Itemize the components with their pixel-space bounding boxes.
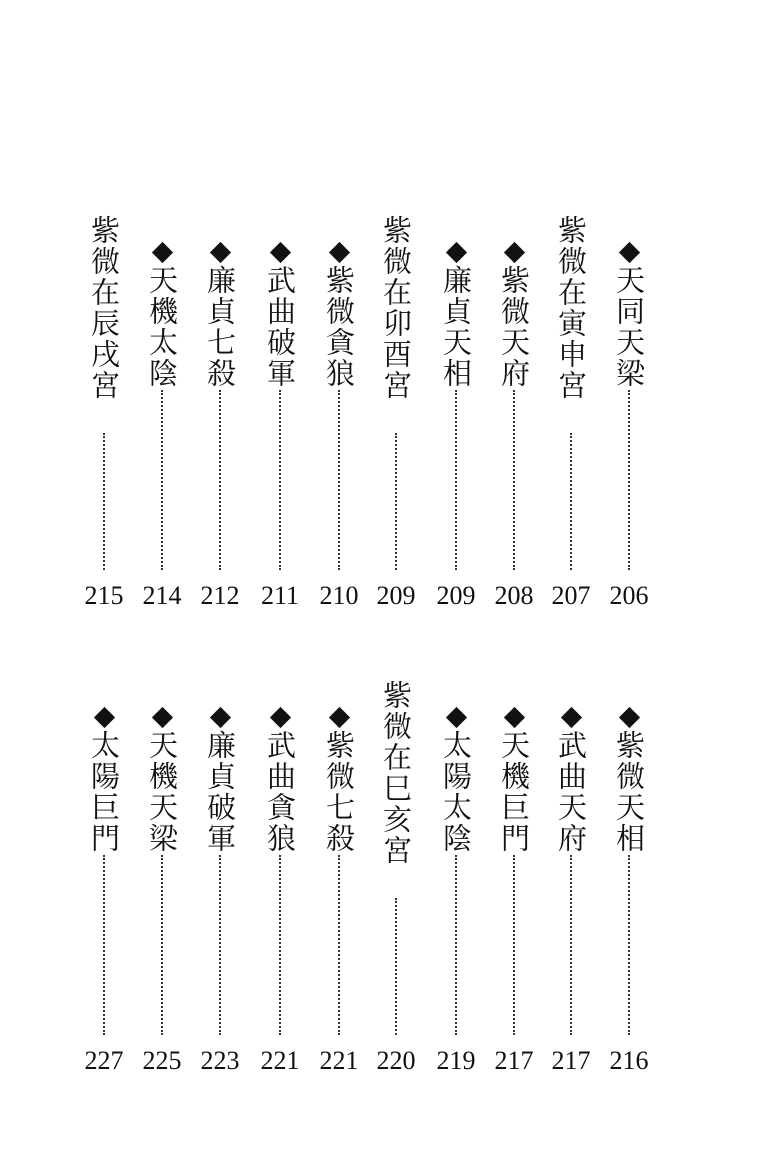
toc-title: 紫微在卯酉宮: [379, 215, 413, 401]
dot-leader: [513, 390, 515, 570]
toc-heading[interactable]: [370, 215, 422, 615]
dot-leader: [103, 433, 105, 570]
toc-title: 紫微七殺: [322, 730, 356, 854]
diamond-bullet-icon: [151, 707, 172, 728]
toc-title: 廉貞破軍: [203, 730, 237, 854]
diamond-bullet-icon: [269, 242, 290, 263]
dot-leader: [455, 855, 457, 1035]
page-number: 214: [142, 581, 182, 610]
toc-entry[interactable]: [194, 680, 246, 1080]
page-number: 209: [436, 581, 476, 610]
page-number: 208: [494, 581, 534, 610]
dot-leader: [395, 433, 397, 570]
page-number: 207: [551, 581, 591, 610]
diamond-bullet-icon: [93, 707, 114, 728]
toc-title: 天同天梁: [612, 265, 646, 389]
toc-title: 武曲貪狼: [263, 730, 297, 854]
toc-entry[interactable]: [430, 215, 482, 615]
dot-leader: [219, 390, 221, 570]
toc-title: 紫微在寅申宮: [554, 215, 588, 401]
diamond-bullet-icon: [618, 707, 639, 728]
page-number: 217: [494, 1046, 534, 1075]
toc-entry[interactable]: [430, 680, 482, 1080]
toc-entry[interactable]: [488, 680, 540, 1080]
page-number: 221: [319, 1046, 359, 1075]
toc-title: 天機太陰: [145, 265, 179, 389]
page-number: 216: [609, 1046, 649, 1075]
page-number: 219: [436, 1046, 476, 1075]
diamond-bullet-icon: [151, 242, 172, 263]
toc-entry[interactable]: [254, 680, 306, 1080]
toc-entry[interactable]: [603, 215, 655, 615]
dot-leader: [395, 898, 397, 1035]
page-number: 223: [200, 1046, 240, 1075]
toc-block-top: [0, 215, 758, 615]
page-number: 209: [376, 581, 416, 610]
toc-entry[interactable]: [136, 215, 188, 615]
toc-entry[interactable]: [603, 680, 655, 1080]
diamond-bullet-icon: [209, 707, 230, 728]
toc-entry[interactable]: [313, 215, 365, 615]
diamond-bullet-icon: [445, 707, 466, 728]
toc-heading[interactable]: [78, 215, 130, 615]
page-number: 211: [260, 581, 300, 610]
dot-leader: [103, 855, 105, 1035]
diamond-bullet-icon: [503, 707, 524, 728]
diamond-bullet-icon: [328, 707, 349, 728]
page-number: 212: [200, 581, 240, 610]
toc-title: 太陽太陰: [439, 730, 473, 854]
toc-title: 紫微貪狼: [322, 265, 356, 389]
toc-entry[interactable]: [313, 680, 365, 1080]
toc-title: 廉貞七殺: [203, 265, 237, 389]
page-number: 227: [84, 1046, 124, 1075]
diamond-bullet-icon: [503, 242, 524, 263]
diamond-bullet-icon: [209, 242, 230, 263]
toc-heading[interactable]: [370, 680, 422, 1080]
dot-leader: [279, 855, 281, 1035]
toc-block-bottom: [0, 680, 758, 1080]
dot-leader: [628, 390, 630, 570]
toc-title: 天機巨門: [497, 730, 531, 854]
dot-leader: [628, 855, 630, 1035]
page-number: 221: [260, 1046, 300, 1075]
toc-heading[interactable]: [545, 215, 597, 615]
dot-leader: [570, 855, 572, 1035]
toc-title: 天機天梁: [145, 730, 179, 854]
diamond-bullet-icon: [269, 707, 290, 728]
toc-entry[interactable]: [78, 680, 130, 1080]
toc-title: 武曲破軍: [263, 265, 297, 389]
toc-entry[interactable]: [545, 680, 597, 1080]
toc-title: 紫微在巳亥宮: [379, 680, 413, 866]
diamond-bullet-icon: [560, 707, 581, 728]
dot-leader: [279, 390, 281, 570]
toc-title: 紫微天相: [612, 730, 646, 854]
toc-entry[interactable]: [194, 215, 246, 615]
dot-leader: [161, 855, 163, 1035]
toc-entry[interactable]: [254, 215, 306, 615]
dot-leader: [513, 855, 515, 1035]
page-number: 210: [319, 581, 359, 610]
dot-leader: [219, 855, 221, 1035]
diamond-bullet-icon: [618, 242, 639, 263]
toc-entry[interactable]: [488, 215, 540, 615]
page-number: 206: [609, 581, 649, 610]
page-number: 217: [551, 1046, 591, 1075]
diamond-bullet-icon: [328, 242, 349, 263]
toc-title: 紫微在辰戌宮: [87, 215, 121, 401]
dot-leader: [570, 433, 572, 570]
toc-title: 太陽巨門: [87, 730, 121, 854]
page-number: 215: [84, 581, 124, 610]
dot-leader: [338, 855, 340, 1035]
page-number: 220: [376, 1046, 416, 1075]
dot-leader: [161, 390, 163, 570]
page-number: 225: [142, 1046, 182, 1075]
toc-title: 武曲天府: [554, 730, 588, 854]
dot-leader: [338, 390, 340, 570]
toc-entry[interactable]: [136, 680, 188, 1080]
toc-title: 紫微天府: [497, 265, 531, 389]
dot-leader: [455, 390, 457, 570]
diamond-bullet-icon: [445, 242, 466, 263]
toc-title: 廉貞天相: [439, 265, 473, 389]
